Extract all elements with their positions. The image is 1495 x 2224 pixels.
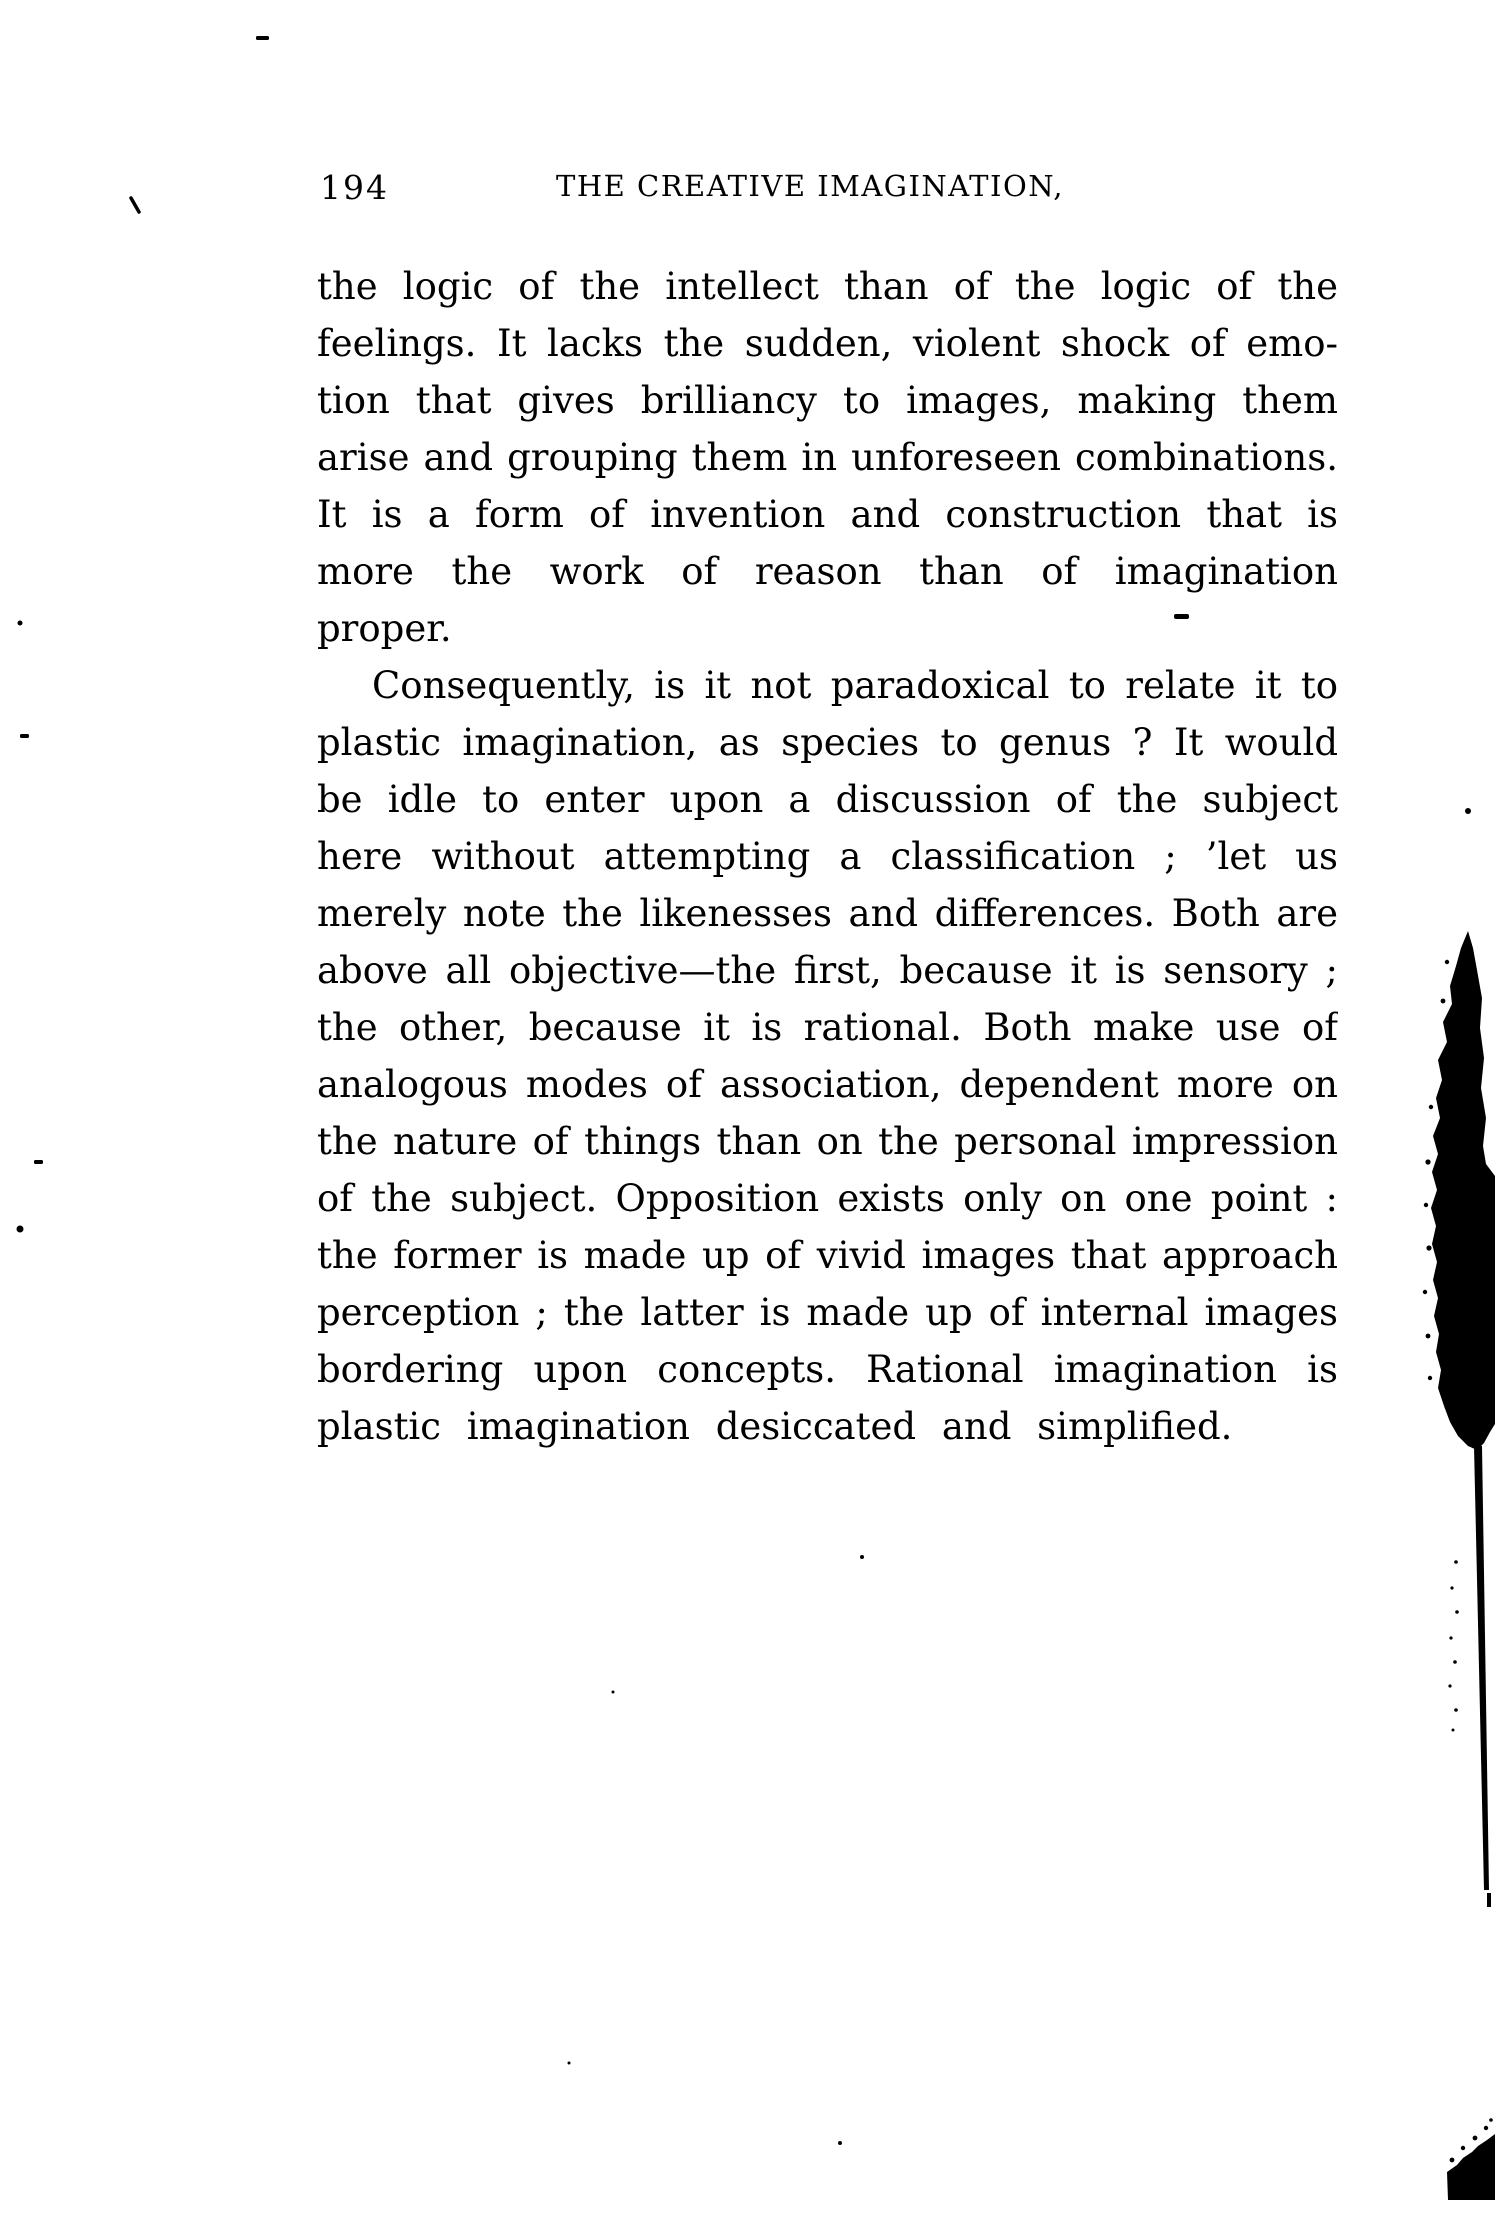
ink-streak-speck bbox=[1487, 1893, 1491, 1907]
text-line: proper. bbox=[317, 607, 452, 650]
text-line: the other, because it is rational. Both make use of bbox=[317, 1006, 1338, 1049]
text-line: plastic imagination desiccated and simplified. bbox=[317, 1405, 1233, 1448]
text-line: bordering upon concepts. Rational imagination is bbox=[317, 1348, 1338, 1391]
text-line: be idle to enter upon a discussion of the subject bbox=[317, 778, 1338, 821]
corner-ink-mark bbox=[1447, 2134, 1495, 2200]
dotted-ink-trace bbox=[1448, 1560, 1458, 1731]
ink-specks bbox=[1423, 960, 1449, 1380]
text-line: the former is made up of vivid images that approach bbox=[317, 1234, 1338, 1277]
text-line: tion that gives brilliancy to images, making them bbox=[317, 379, 1338, 422]
ink-blob-artifact bbox=[1431, 931, 1495, 1450]
text-line: arise and grouping them in unforeseen combinations. bbox=[317, 436, 1338, 479]
body-text bbox=[317, 258, 1338, 1455]
text-line: more the work of reason than of imagination bbox=[317, 550, 1338, 593]
text-line: the nature of things than on the personal impression bbox=[317, 1120, 1338, 1163]
corner-ink-specks bbox=[1450, 2118, 1493, 2162]
text-line: of the subject. Opposition exists only on one point : bbox=[317, 1177, 1338, 1220]
text-line: here without attempting a classification ; ’let us bbox=[317, 835, 1338, 878]
text-line: It is a form of invention and construction that is bbox=[317, 493, 1338, 536]
text-line: feelings. It lacks the sudden, violent shock of emo- bbox=[317, 322, 1338, 365]
text-line: Consequently, is it not paradoxical to relate it to bbox=[372, 664, 1338, 707]
text-line: above all objective—the first, because it is sensory ; bbox=[317, 949, 1338, 992]
running-header: THE CREATIVE IMAGINATION, bbox=[556, 169, 1064, 203]
ink-streak-artifact bbox=[1474, 1446, 1489, 1890]
page-number: 194 bbox=[320, 168, 389, 207]
text-line: merely note the likenesses and differences. Both are bbox=[317, 892, 1338, 935]
text-line: analogous modes of association, dependent more on bbox=[317, 1063, 1338, 1106]
text-line: perception ; the latter is made up of internal images bbox=[317, 1291, 1338, 1334]
text-line: the logic of the intellect than of the logic of the bbox=[317, 265, 1338, 308]
text-line: plastic imagination, as species to genus ? It would bbox=[317, 721, 1338, 764]
